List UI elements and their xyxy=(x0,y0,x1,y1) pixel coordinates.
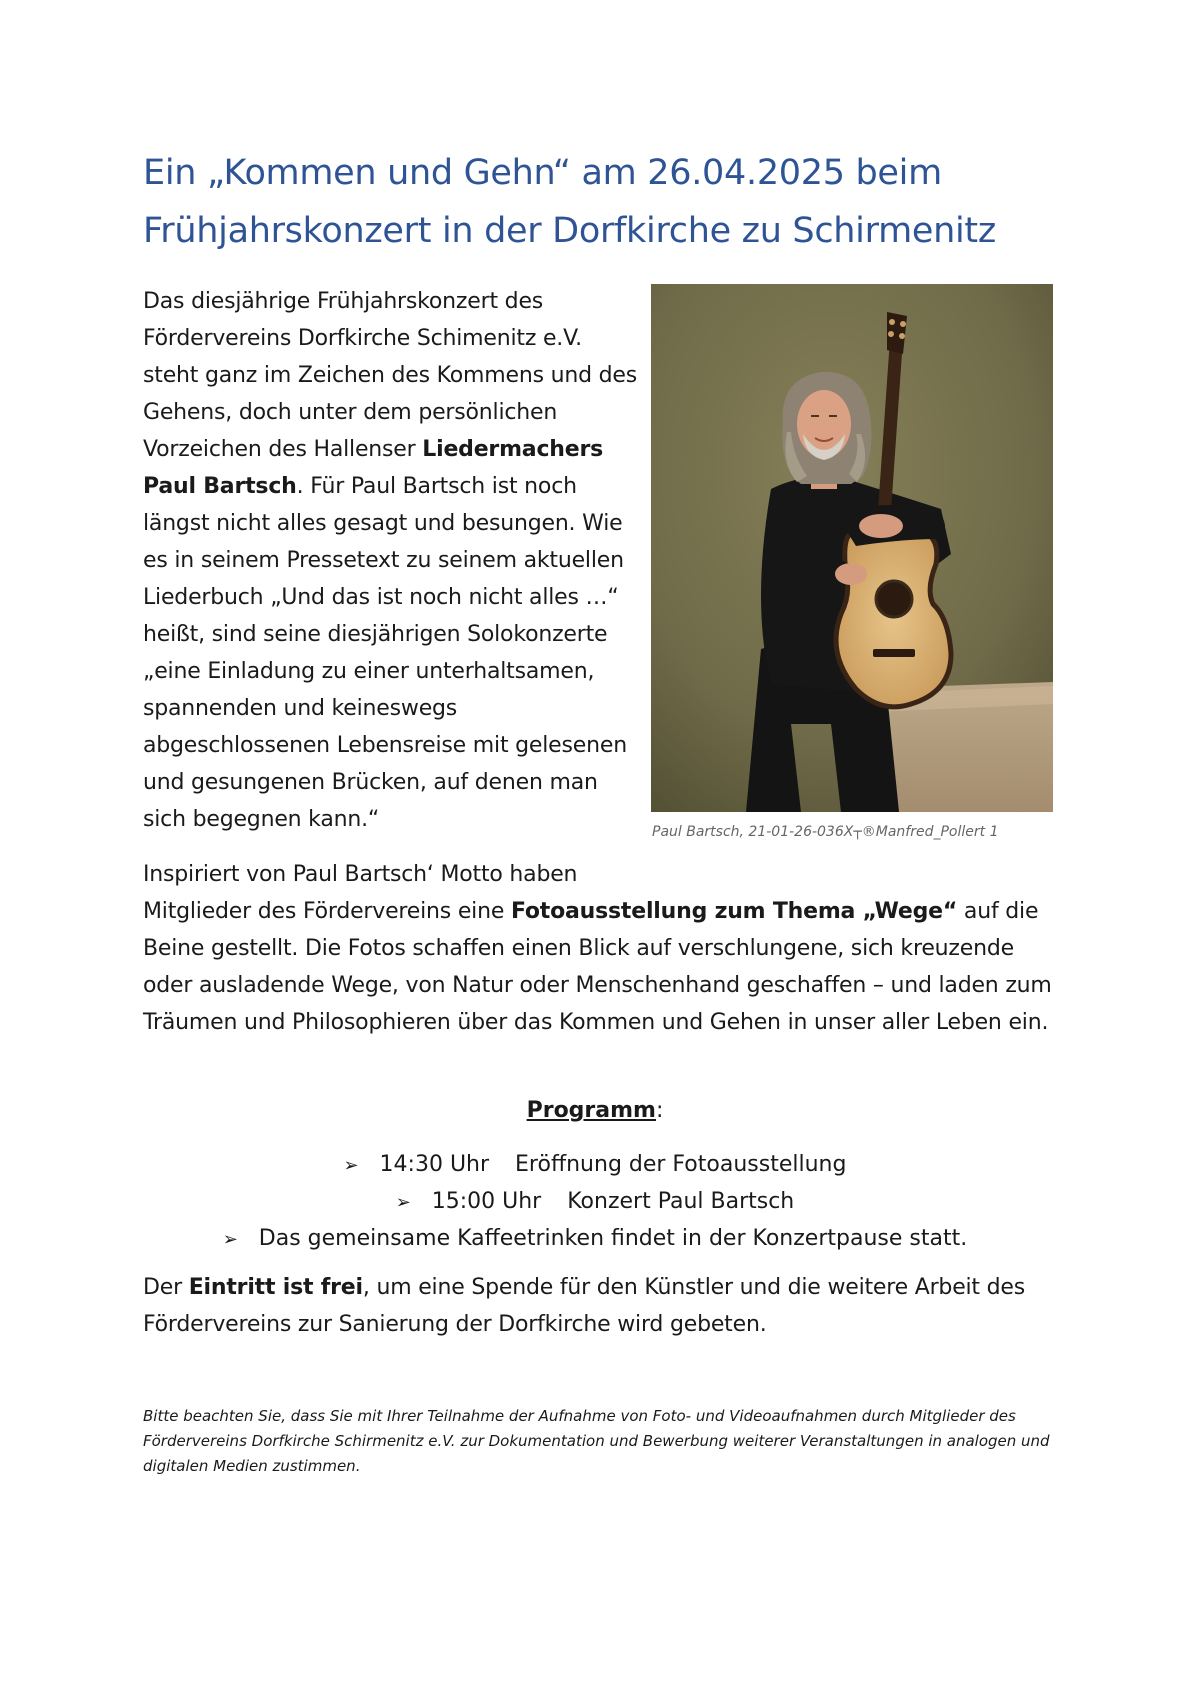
artist-photo xyxy=(651,284,1053,812)
motto-paragraph xyxy=(143,856,1063,1041)
program-item-text: Eröffnung der Fotoausstellung xyxy=(515,1152,847,1177)
page-title xyxy=(143,144,1063,260)
intro-text-2: . Für Paul Bartsch ist noch längst nicht alles gesagt und besungen. Wie es in seinem Pressetext zu seinem aktuellen Liederbuch „Und das ist noch nicht alles …“ heißt, sind seine diesjährigen Solokonzerte „eine Einladung zu einer unterhaltsamen, spannenden und keineswegs abgeschlossenen Lebensreise mit gelesenen und gesungenen Brücken, auf denen man sich begegnen kann.“ xyxy=(143,474,627,832)
artist-photo-figure xyxy=(651,284,1053,840)
motto-text-2: Mitglieder des Fördervereins eine xyxy=(143,899,511,924)
title-line-2: Frühjahrskonzert in der Dorfkirche zu Schirmenitz xyxy=(143,211,996,251)
program-item-time: 14:30 Uhr xyxy=(379,1152,490,1177)
program-item-time: 15:00 Uhr xyxy=(431,1189,542,1214)
title-line-1: Ein „Kommen und Gehn“ am 26.04.2025 beim xyxy=(143,153,942,193)
program-heading-suffix: : xyxy=(655,1098,664,1123)
arrow-bullet-icon: ➢ xyxy=(222,1229,238,1250)
program-item-text: Das gemeinsame Kaffeetrinken findet in der Konzertpause statt. xyxy=(258,1226,968,1251)
program-item-text: Konzert Paul Bartsch xyxy=(567,1189,795,1214)
photo-caption: Paul Bartsch, 21-01-26-036X┬®Manfred_Pollert 1 xyxy=(652,824,999,840)
program-heading-label: Programm xyxy=(526,1098,656,1123)
intro-text-1: Das diesjährige Frühjahrskonzert des Fördervereins Dorfkirche Schimenitz e.V. steht ganz im Zeichen des Kommens und des Gehens, doch unter dem persönlichen Vorzeichen des Hallenser xyxy=(143,289,638,462)
arrow-bullet-icon: ➢ xyxy=(343,1155,359,1176)
intro-paragraph xyxy=(143,283,643,838)
motto-text-1: Inspiriert von Paul Bartsch‘ Motto haben xyxy=(143,862,578,887)
motto-text-3: auf die Beine gestellt. Die Fotos schaffen einen Blick auf verschlungene, sich kreuzende oder ausladende Wege, von Natur oder Menschenhand geschaffen – und laden zum Träumen und Philosophieren über das Kommen und Gehen in unser aller Leben ein. xyxy=(143,899,1052,1035)
entry-text-1: Der xyxy=(143,1275,189,1300)
program-item xyxy=(0,1220,1190,1258)
motto-bold: Fotoausstellung zum Thema „Wege“ xyxy=(510,899,958,924)
entry-text-2: , um eine Spende für den Künstler und die weitere Arbeit des Fördervereins zur Sanierung der Dorfkirche wird gebeten. xyxy=(143,1275,1026,1337)
program-item xyxy=(0,1183,1190,1221)
arrow-bullet-icon: ➢ xyxy=(395,1192,411,1213)
program-item xyxy=(0,1146,1190,1184)
photo-consent-notice: Bitte beachten Sie, dass Sie mit Ihrer Teilnahme der Aufnahme von Foto- und Videoaufnahmen durch Mitglieder des Fördervereins Dorfkirche Schirmenitz e.V. zur Dokumentation und Bewerbung weiterer Veranstaltungen in analogen und digitalen Medien zustimmen. xyxy=(143,1407,1050,1475)
entry-paragraph xyxy=(143,1269,1063,1343)
program-heading xyxy=(0,1092,1190,1129)
entry-bold: Eintritt ist frei xyxy=(188,1275,363,1300)
intro-bold: Liedermachers Paul Bartsch xyxy=(143,437,604,499)
